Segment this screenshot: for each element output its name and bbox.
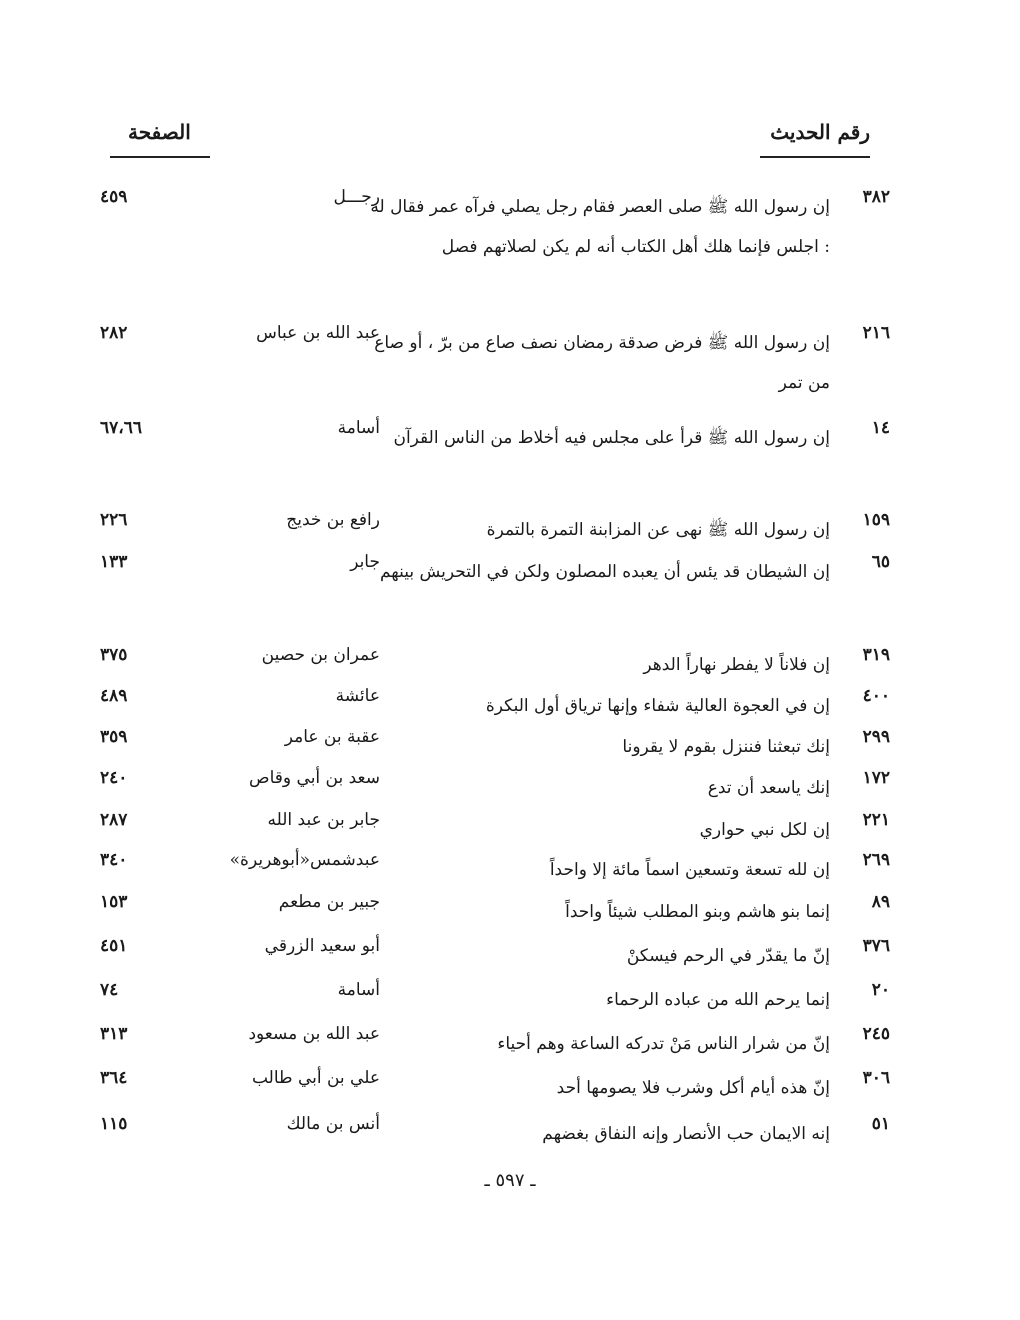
narrator: أسامة [337, 980, 380, 1000]
hadith-number: ٨٩ [871, 892, 890, 912]
hadith-number-heading: رقم الحديث [770, 120, 870, 144]
page-heading: الصفحة [128, 120, 191, 144]
narrator: أنس بن مالك [286, 1114, 380, 1134]
hadith-number: ٢٩٩ [862, 727, 890, 747]
hadith-number: ٦٥ [871, 552, 890, 572]
hadith-text: إن لكل نبي حواري [699, 820, 830, 840]
page-ref: ٣١٣ [100, 1024, 128, 1044]
hadith-text: إن رسول الله ﷺ صلى العصر فقام رجل يصلي فرآه عمر فقال له : اجلس فإنما هلك أهل الكتاب أنه لم يكن لصلاتهم فصل [370, 197, 830, 257]
narrator: عقبة بن عامر [284, 727, 380, 747]
page-ref: ١٥٣ [100, 892, 128, 912]
hadith-number: ٣١٩ [862, 645, 890, 665]
page-ref: ٣٤٠ [100, 850, 128, 870]
narrator: عبد الله بن مسعود [248, 1024, 380, 1044]
narrator: عبدشمس«أبوهريرة» [229, 850, 380, 870]
page-ref: ٤٥٩ [100, 187, 128, 207]
hadith-number: ٥١ [871, 1114, 890, 1134]
hadith-text: إن رسول الله ﷺ نهى عن المزابنة التمرة بالتمرة [486, 520, 830, 540]
narrator: جابر [350, 552, 380, 572]
page-ref: ٢٨٢ [100, 323, 128, 343]
hadith-number: ٢٤٥ [862, 1024, 890, 1044]
hadith-text: إن فلاناً لا يفطر نهاراً الدهر [643, 655, 830, 675]
hadith-text: إنه الايمان حب الأنصار وإنه النفاق بغضهم [542, 1124, 830, 1144]
hadith-text: إنما بنو هاشم وبنو المطلب شيئاً واحداً [565, 902, 830, 922]
page-ref: ٤٨٩ [100, 686, 128, 706]
narrator: عمران بن حصين [261, 645, 380, 665]
heading-underline [760, 156, 870, 158]
hadith-number: ٢٠ [871, 980, 890, 1000]
hadith-number: ١٥٩ [862, 510, 890, 530]
page-ref: ١٣٣ [100, 552, 128, 572]
page-ref: ٣٧٥ [100, 645, 128, 665]
narrator: عبد الله بن عباس [256, 323, 380, 343]
page-ref: ٦٧،٦٦ [100, 418, 143, 438]
page-ref: ٧٤ [100, 980, 119, 1000]
page-ref: ٣٦٤ [100, 1068, 128, 1088]
hadith-number: ٣٨٢ [862, 187, 890, 207]
page-ref: ٢٢٦ [100, 510, 128, 530]
page-ref: ٤٥١ [100, 936, 128, 956]
heading-underline [110, 156, 210, 158]
hadith-text: إن الشيطان قد يئس أن يعبده المصلون ولكن في التحريش بينهم [379, 562, 830, 582]
hadith-text: إنك ياسعد أن تدع [707, 778, 830, 798]
narrator: أبو سعيد الزرقي [264, 936, 380, 956]
hadith-text: إن لله تسعة وتسعين اسماً مائة إلا واحداً [549, 860, 830, 880]
hadith-text: إنّ من شرار الناس مَنْ تدركه الساعة وهم أحياء [497, 1034, 830, 1054]
hadith-number: ٤٠٠ [862, 686, 890, 706]
page-ref: ٢٨٧ [100, 810, 128, 830]
page-ref: ٣٥٩ [100, 727, 128, 747]
narrator: سعد بن أبي وقاص [249, 768, 380, 788]
narrator: علي بن أبي طالب [251, 1068, 380, 1088]
hadith-text: إنك تبعثنا فننزل بقوم لا يقرونا [622, 737, 830, 757]
hadith-number: ٣٧٦ [862, 936, 890, 956]
hadith-text: إنما يرحم الله من عباده الرحماء [606, 990, 830, 1010]
hadith-text: إن رسول الله ﷺ فرض صدقة رمضان نصف صاع من برّ ، أو صاع من تمر [374, 333, 830, 393]
narrator: رافع بن خديج [286, 510, 380, 530]
hadith-text: إن رسول الله ﷺ قرأ على مجلس فيه أخلاط من الناس القرآن [393, 428, 830, 448]
page-number: ـ ٥٩٧ ـ [484, 1170, 536, 1191]
hadith-number: ٢٦٩ [862, 850, 890, 870]
page-ref: ١١٥ [100, 1114, 128, 1134]
hadith-text: إنّ هذه أيام أكل وشرب فلا يصومها أحد [556, 1078, 830, 1098]
hadith-text: إن في العجوة العالية شفاء وإنها ترياق أول البكرة [485, 696, 830, 716]
hadith-text: إنّ ما يقدّر في الرحم فيسكنْ [626, 946, 830, 966]
page-ref: ٢٤٠ [100, 768, 128, 788]
narrator: رجـــل [333, 187, 380, 207]
hadith-number: ٣٠٦ [862, 1068, 890, 1088]
narrator: جابر بن عبد الله [267, 810, 380, 830]
hadith-number: ٢٢١ [862, 810, 890, 830]
hadith-number: ١٤ [871, 418, 890, 438]
hadith-number: ١٧٢ [862, 768, 890, 788]
narrator: جبير بن مطعم [278, 892, 380, 912]
narrator: أسامة [337, 418, 380, 438]
hadith-number: ٢١٦ [862, 323, 890, 343]
narrator: عائشة [335, 686, 380, 706]
